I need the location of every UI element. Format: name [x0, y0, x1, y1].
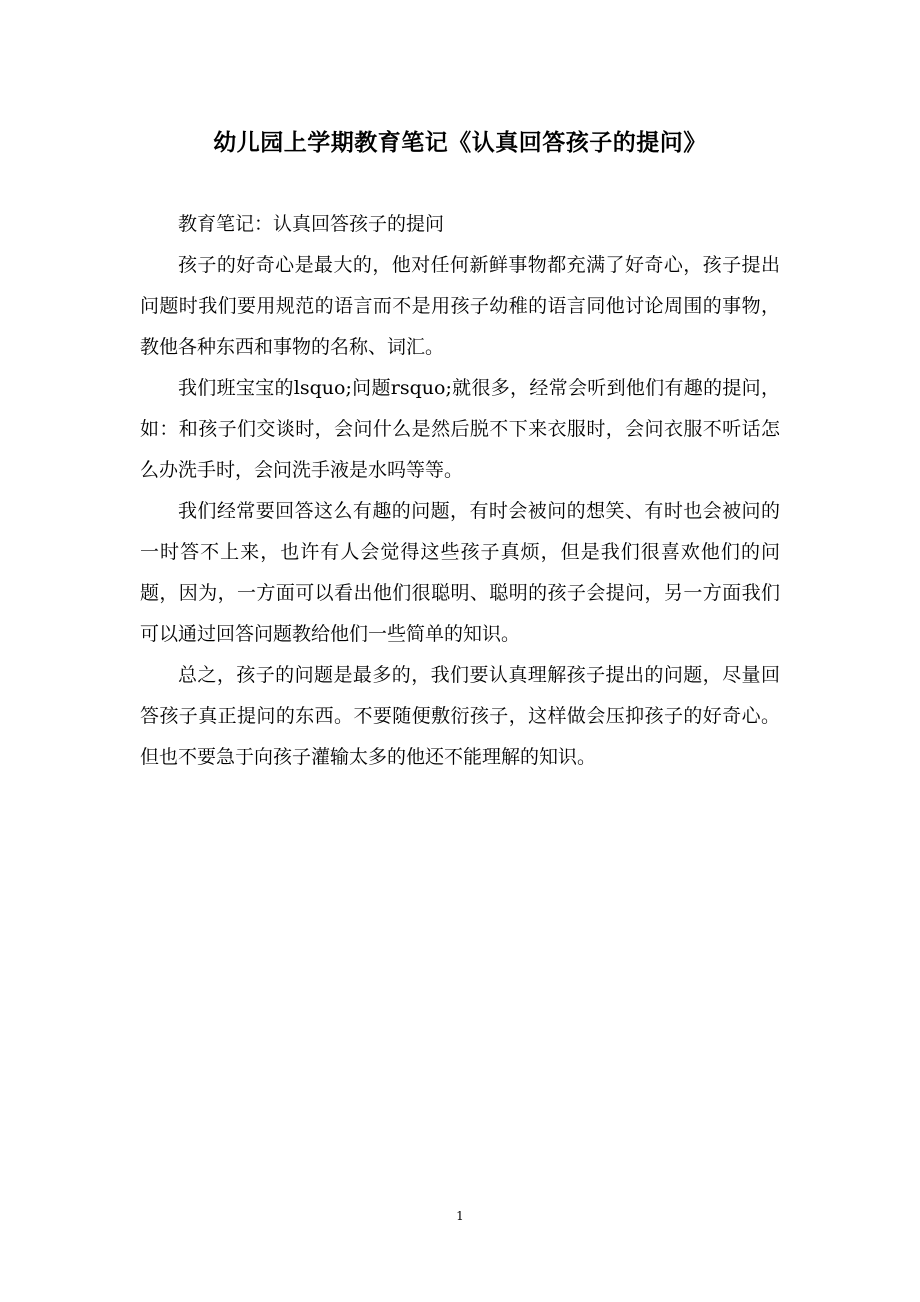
paragraph: 我们经常要回答这么有趣的问题，有时会被问的想笑、有时也会被问的一时答不上来，也许有人会觉得这些孩子真烦，但是我们很喜欢他们的问题，因为，一方面可以看出他们很聪明、聪明的孩子会提问，另一方面我们可以通过回答问题教给他们一些简单的知识。 [140, 500, 780, 645]
document-title: 幼儿园上学期教育笔记《认真回答孩子的提问》 [213, 129, 707, 157]
paragraph: 孩子的好奇心是最大的，他对任何新鲜事物都充满了好奇心，孩子提出问题时我们要用规范的语言而不是用孩子幼稚的语言同他讨论周围的事物，教他各种东西和事物的名称、词汇。 [140, 254, 780, 358]
paragraph: 我们班宝宝的lsquo;问题rsquo;就很多，经常会听到他们有趣的提问，如：和孩子们交谈时，会问什么是然后脱不下来衣服时，会问衣服不听话怎么办洗手时，会问洗手液是水吗等等。 [140, 377, 780, 481]
page-number: 1 [456, 1209, 464, 1223]
paragraph: 总之，孩子的问题是最多的，我们要认真理解孩子提出的问题，尽量回答孩子真正提问的东西。不要随便敷衍孩子，这样做会压抑孩子的好奇心。但也不要急于向孩子灌输太多的他还不能理解的知识。 [140, 664, 780, 768]
document-body [140, 204, 780, 778]
paragraph-subtitle: 教育笔记：认真回答孩子的提问 [178, 213, 445, 235]
